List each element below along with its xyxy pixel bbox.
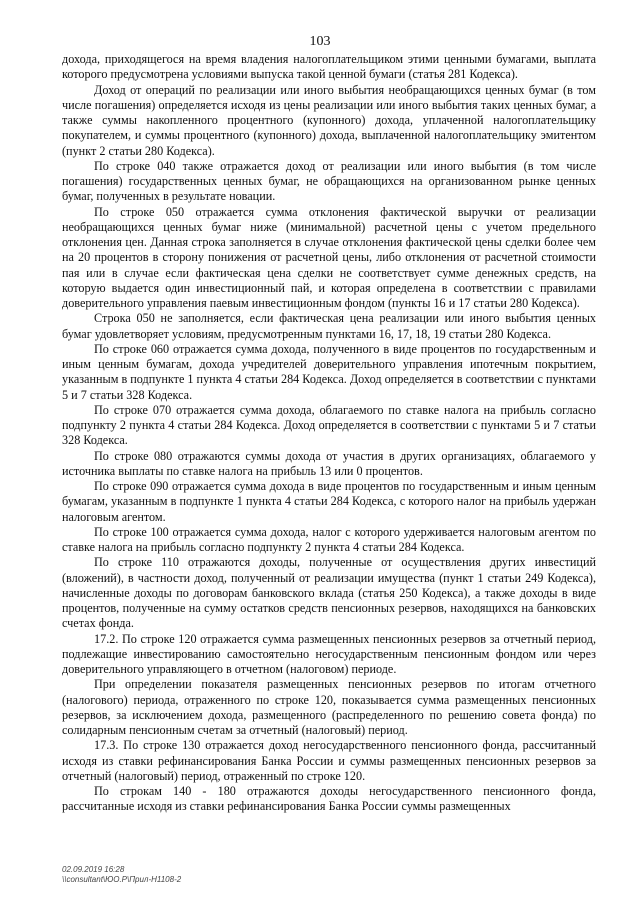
paragraph: По строке 050 отражается сумма отклонения фактической выручки от реализации необращающихся ценных бумаг ниже (минимальной) расчетной цены с учетом предельного отклонения цен. Данная строка заполняется в случае отклонения фактической цены сделки более чем на 20 процентов в сторону понижения от расчетной цены, либо отклонения от расчетной стоимости пая или в случае если фактическая цена сделки не соответствует сумме денежных средств, на которую выдается один инвестиционный пай, и которая определена в соответствии с правилами доверительного управления паевым инвестиционным фондом (пункты 16 и 17 статьи 280 Кодекса).	[62, 204, 596, 310]
paragraph: По строке 080 отражаются суммы дохода от участия в других организациях, облагаемого у источника выплаты по ставке налога на прибыль 13 или 0 процентов.	[62, 448, 596, 478]
paragraph: Строка 050 не заполняется, если фактическая цена реализации или иного выбытия ценных бумаг удовлетворяет условиям, предусмотренным пунктами 16, 17, 18, 19 статьи 280 Кодекса.	[62, 311, 596, 341]
paragraph: дохода, приходящегося на время владения налогоплательщиком этими ценными бумагами, выплата которого предусмотрена условиями выпуска такой ценной бумаги (статья 281 Кодекса).	[62, 52, 596, 82]
paragraph: По строкам 140 - 180 отражаются доходы негосударственного пенсионного фонда, рассчитанные исходя из ставки рефинансирования Банка России суммы размещенных	[62, 784, 596, 814]
paragraph: Доход от операций по реализации или иного выбытия необращающихся ценных бумаг (в том числе погашения) определяется исходя из цены реализации или иного выбытия таких ценных бумаг, а также суммы накопленного процентного (купонного) дохода, уплаченной налогоплательщику покупателем, и суммы процентного (купонного) дохода, выплаченной налогоплательщику эмитентом (пункт 2 статьи 280 Кодекса).	[62, 82, 596, 158]
footer-date: 02.09.2019 16:28	[62, 865, 125, 874]
paragraph: По строке 060 отражается сумма дохода, полученного в виде процентов по государственным и иным ценным бумагам, дохода учредителей доверительного управления ипотечным покрытием, указанным в подпункте 1 пункта 4 статьи 284 Кодекса. Доход определяется в соответствии с пунктами 5 и 7 статьи 328 Кодекса.	[62, 341, 596, 402]
paragraph: По строке 110 отражаются доходы, полученные от осуществления других инвестиций (вложений), в частности доход, полученный от реализации имущества (пункт 1 статьи 249 Кодекса), начисленные доходы по договорам банковского вклада (статья 250 Кодекса), а также доходы в виде процентов, полученные на сумму остатков средств пенсионных резервов, находящихся на банковских счетах фонда.	[62, 555, 596, 631]
paragraph: По строке 100 отражается сумма дохода, налог с которого удерживается налоговым агентом по ставке налога на прибыль согласно подпункту 2 пункта 4 статьи 284 Кодекса.	[62, 524, 596, 554]
paragraph: 17.3. По строке 130 отражается доход негосударственного пенсионного фонда, рассчитанный исходя из ставки рефинансирования Банка России и суммы размещенных пенсионных резервов за отчетный (налоговый) период, отраженный по строке 120.	[62, 738, 596, 783]
paragraph: По строке 090 отражается сумма дохода в виде процентов по государственным и иным ценным бумагам, указанным в подпункте 1 пункта 4 статьи 284 Кодекса, с которого налог на прибыль удержан налоговым агентом.	[62, 479, 596, 524]
paragraph: При определении показателя размещенных пенсионных резервов по итогам отчетного (налогового) периода, отраженного по строке 120, показывается сумма размещенных пенсионных резервов, за исключением дохода, размещенного (распределенного по решению совета фонда) по солидарным пенсионным счетам за отчетный (налоговый) период.	[62, 677, 596, 737]
document-footer	[62, 865, 181, 885]
document-body	[62, 52, 596, 815]
paragraph: 17.2. По строке 120 отражается сумма размещенных пенсионных резервов за отчетный период, подлежащие инвестированию самостоятельно негосударственным пенсионным фондом или через доверительного управляющего в отчетном (налоговом) периоде.	[62, 631, 596, 676]
page-number: 103	[309, 34, 331, 49]
paragraph: По строке 040 также отражается доход от реализации или иного выбытия (в том числе погашения) государственных ценных бумаг, не обращающихся на организованном рынке ценных бумаг, полученных в результате новации.	[62, 158, 596, 204]
footer-file-path: \\consultant\ЮО.Р\Прил-Н1108-2	[62, 875, 182, 884]
paragraph: По строке 070 отражается сумма дохода, облагаемого по ставке налога на прибыль согласно подпункту 2 пункта 4 статьи 284 Кодекса. Доход определяется в соответствии с пунктами 5 и 7 статьи 328 Кодекса.	[62, 402, 596, 448]
